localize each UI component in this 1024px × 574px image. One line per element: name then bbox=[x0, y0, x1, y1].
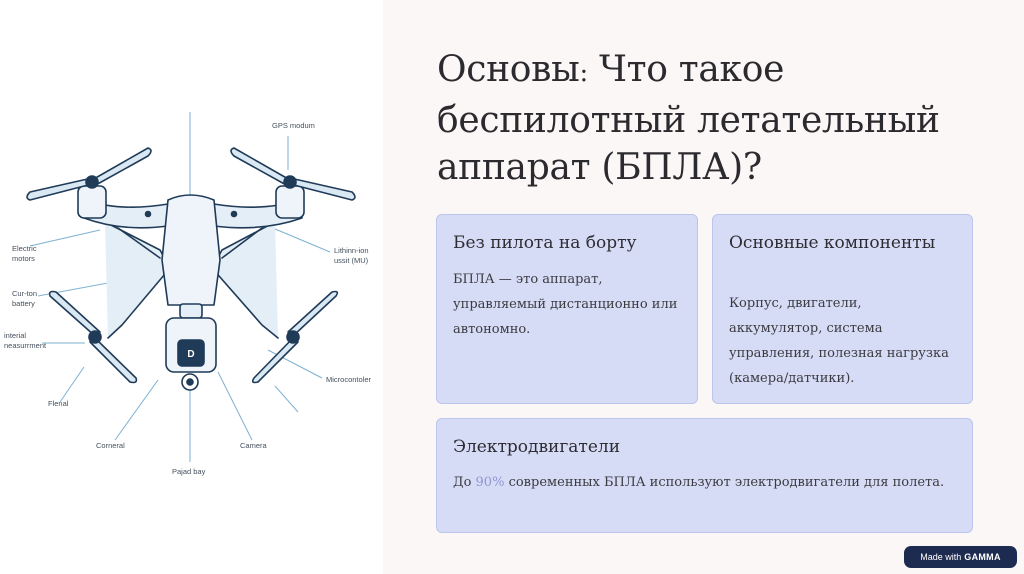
prop-front-right-b bbox=[231, 148, 290, 186]
arm-rear-left bbox=[105, 222, 170, 338]
label-flenal: Flenal bbox=[48, 399, 69, 408]
prop-rear-left-b bbox=[90, 338, 136, 383]
fuselage bbox=[162, 195, 220, 305]
drone-diagram-panel bbox=[0, 0, 383, 574]
title-colon: : bbox=[579, 58, 588, 88]
label-electric-motors: Electric motors bbox=[12, 244, 37, 263]
prop-front-left-b bbox=[92, 148, 151, 186]
made-with-gamma-badge[interactable] bbox=[904, 546, 1017, 568]
label-payload-bay: Pajad bay bbox=[172, 467, 206, 476]
card-no-pilot-heading: Без пилота на борту bbox=[453, 233, 637, 253]
title-prefix: Основы bbox=[437, 49, 580, 90]
card-motors bbox=[436, 418, 973, 533]
card-motors-body: До 90% современных БПЛА используют электродвигатели для полета. bbox=[453, 475, 945, 490]
card-no-pilot-body: БПЛА — это аппарат, управляемый дистанционно или автономно. bbox=[453, 272, 678, 337]
label-interial: interial neasurrment bbox=[4, 331, 47, 350]
drone-diagram bbox=[0, 0, 383, 574]
label-corneral: Corneral bbox=[96, 441, 125, 450]
badge-brand: GAMMA bbox=[964, 552, 1001, 562]
highlight-percent: 90% bbox=[475, 475, 505, 490]
motor-front-left bbox=[78, 186, 106, 218]
card-components-heading: Основные компоненты bbox=[729, 233, 936, 253]
arm-rear-right bbox=[212, 222, 278, 338]
prop-rear-right-b bbox=[253, 338, 298, 383]
label-camera: Camera bbox=[240, 441, 267, 450]
slide-title bbox=[437, 46, 997, 191]
card-components bbox=[712, 214, 973, 404]
card-no-pilot bbox=[436, 214, 698, 404]
card-components-body: Корпус, двигатели, аккумулятор, система управления, полезная нагрузка (камера/датчики). bbox=[729, 296, 949, 386]
motor-front-right bbox=[276, 186, 304, 218]
badge-made-with: Made with bbox=[920, 552, 962, 562]
payload-letter: D bbox=[187, 349, 195, 360]
prop-rear-left-a bbox=[50, 292, 100, 337]
label-gps: GPS modum bbox=[272, 121, 315, 130]
prop-rear-right-a bbox=[288, 292, 337, 337]
card-motors-heading: Электродвигатели bbox=[453, 437, 621, 457]
label-imu: Lithinn-ion ussit (MU) bbox=[334, 246, 369, 265]
label-battery: Cur-ton battery bbox=[12, 289, 38, 308]
label-microcontroller: Microcontoler bbox=[326, 375, 372, 384]
title-rest: Что такое беспилотный летательный аппарат (БПЛА)? bbox=[437, 49, 940, 188]
